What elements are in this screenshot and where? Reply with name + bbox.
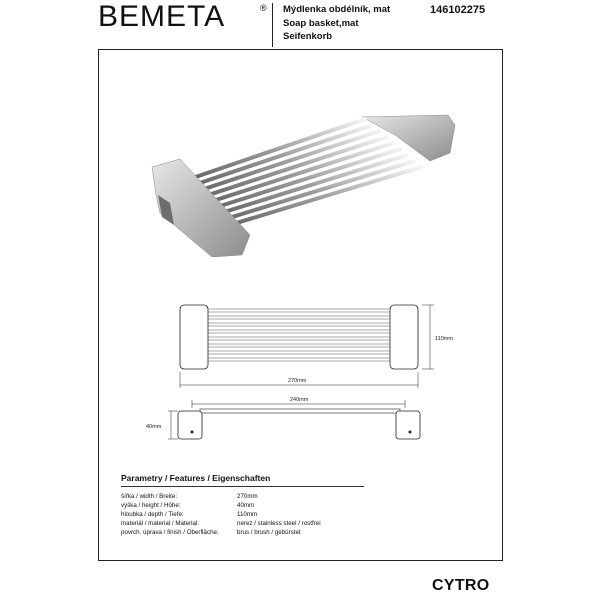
model-name: CYTRO: [432, 577, 490, 594]
header-divider: [272, 3, 273, 47]
product-titles: [283, 3, 390, 44]
side-right-end: [396, 411, 420, 439]
top-right-end: [390, 305, 418, 369]
param-label-finish: povrch. úprava / finish / Oberfläche:: [121, 529, 219, 536]
dim-height-label: 110mm: [435, 336, 453, 342]
side-rod: [200, 409, 400, 413]
params-heading: Parametry / Features / Eigenschaften: [121, 473, 271, 483]
registered-mark: ®: [260, 3, 267, 13]
dim-total-width-label: 270mm: [288, 378, 307, 384]
title-english: Soap basket,mat: [283, 17, 359, 29]
title-german: Seifenkorb: [283, 31, 333, 42]
param-value-material: nerez / stainless steel / rostfrei: [237, 520, 321, 527]
side-left-end: [178, 411, 202, 439]
product-code: 146102275: [430, 4, 486, 16]
title-czech: Mýdlenka obdélník, mat: [283, 4, 391, 15]
param-label-depth: hloubka / depth / Tiefe:: [121, 511, 184, 518]
dim-bar-width-label: 240mm: [290, 397, 309, 403]
param-label-height: výška / height / Höhe:: [121, 502, 181, 509]
dim-depth-label: 40mm: [146, 424, 162, 430]
param-value-height: 40mm: [237, 502, 255, 509]
params-rule: [121, 486, 364, 487]
param-value-depth: 110mm: [237, 511, 258, 518]
top-view-rods: [208, 309, 390, 361]
brand-name: BEMETA: [98, 0, 226, 33]
param-label-width: šířka / width / Breite:: [121, 493, 178, 500]
top-view-drawing: [140, 300, 470, 450]
param-value-width: 270mm: [237, 493, 258, 500]
product-render: [140, 105, 460, 265]
param-value-finish: brus / brush / gebürstet: [237, 529, 301, 536]
param-label-material: materiál / material / Material:: [121, 520, 200, 527]
brand-logo: [98, 0, 267, 33]
top-left-end: [180, 305, 208, 369]
